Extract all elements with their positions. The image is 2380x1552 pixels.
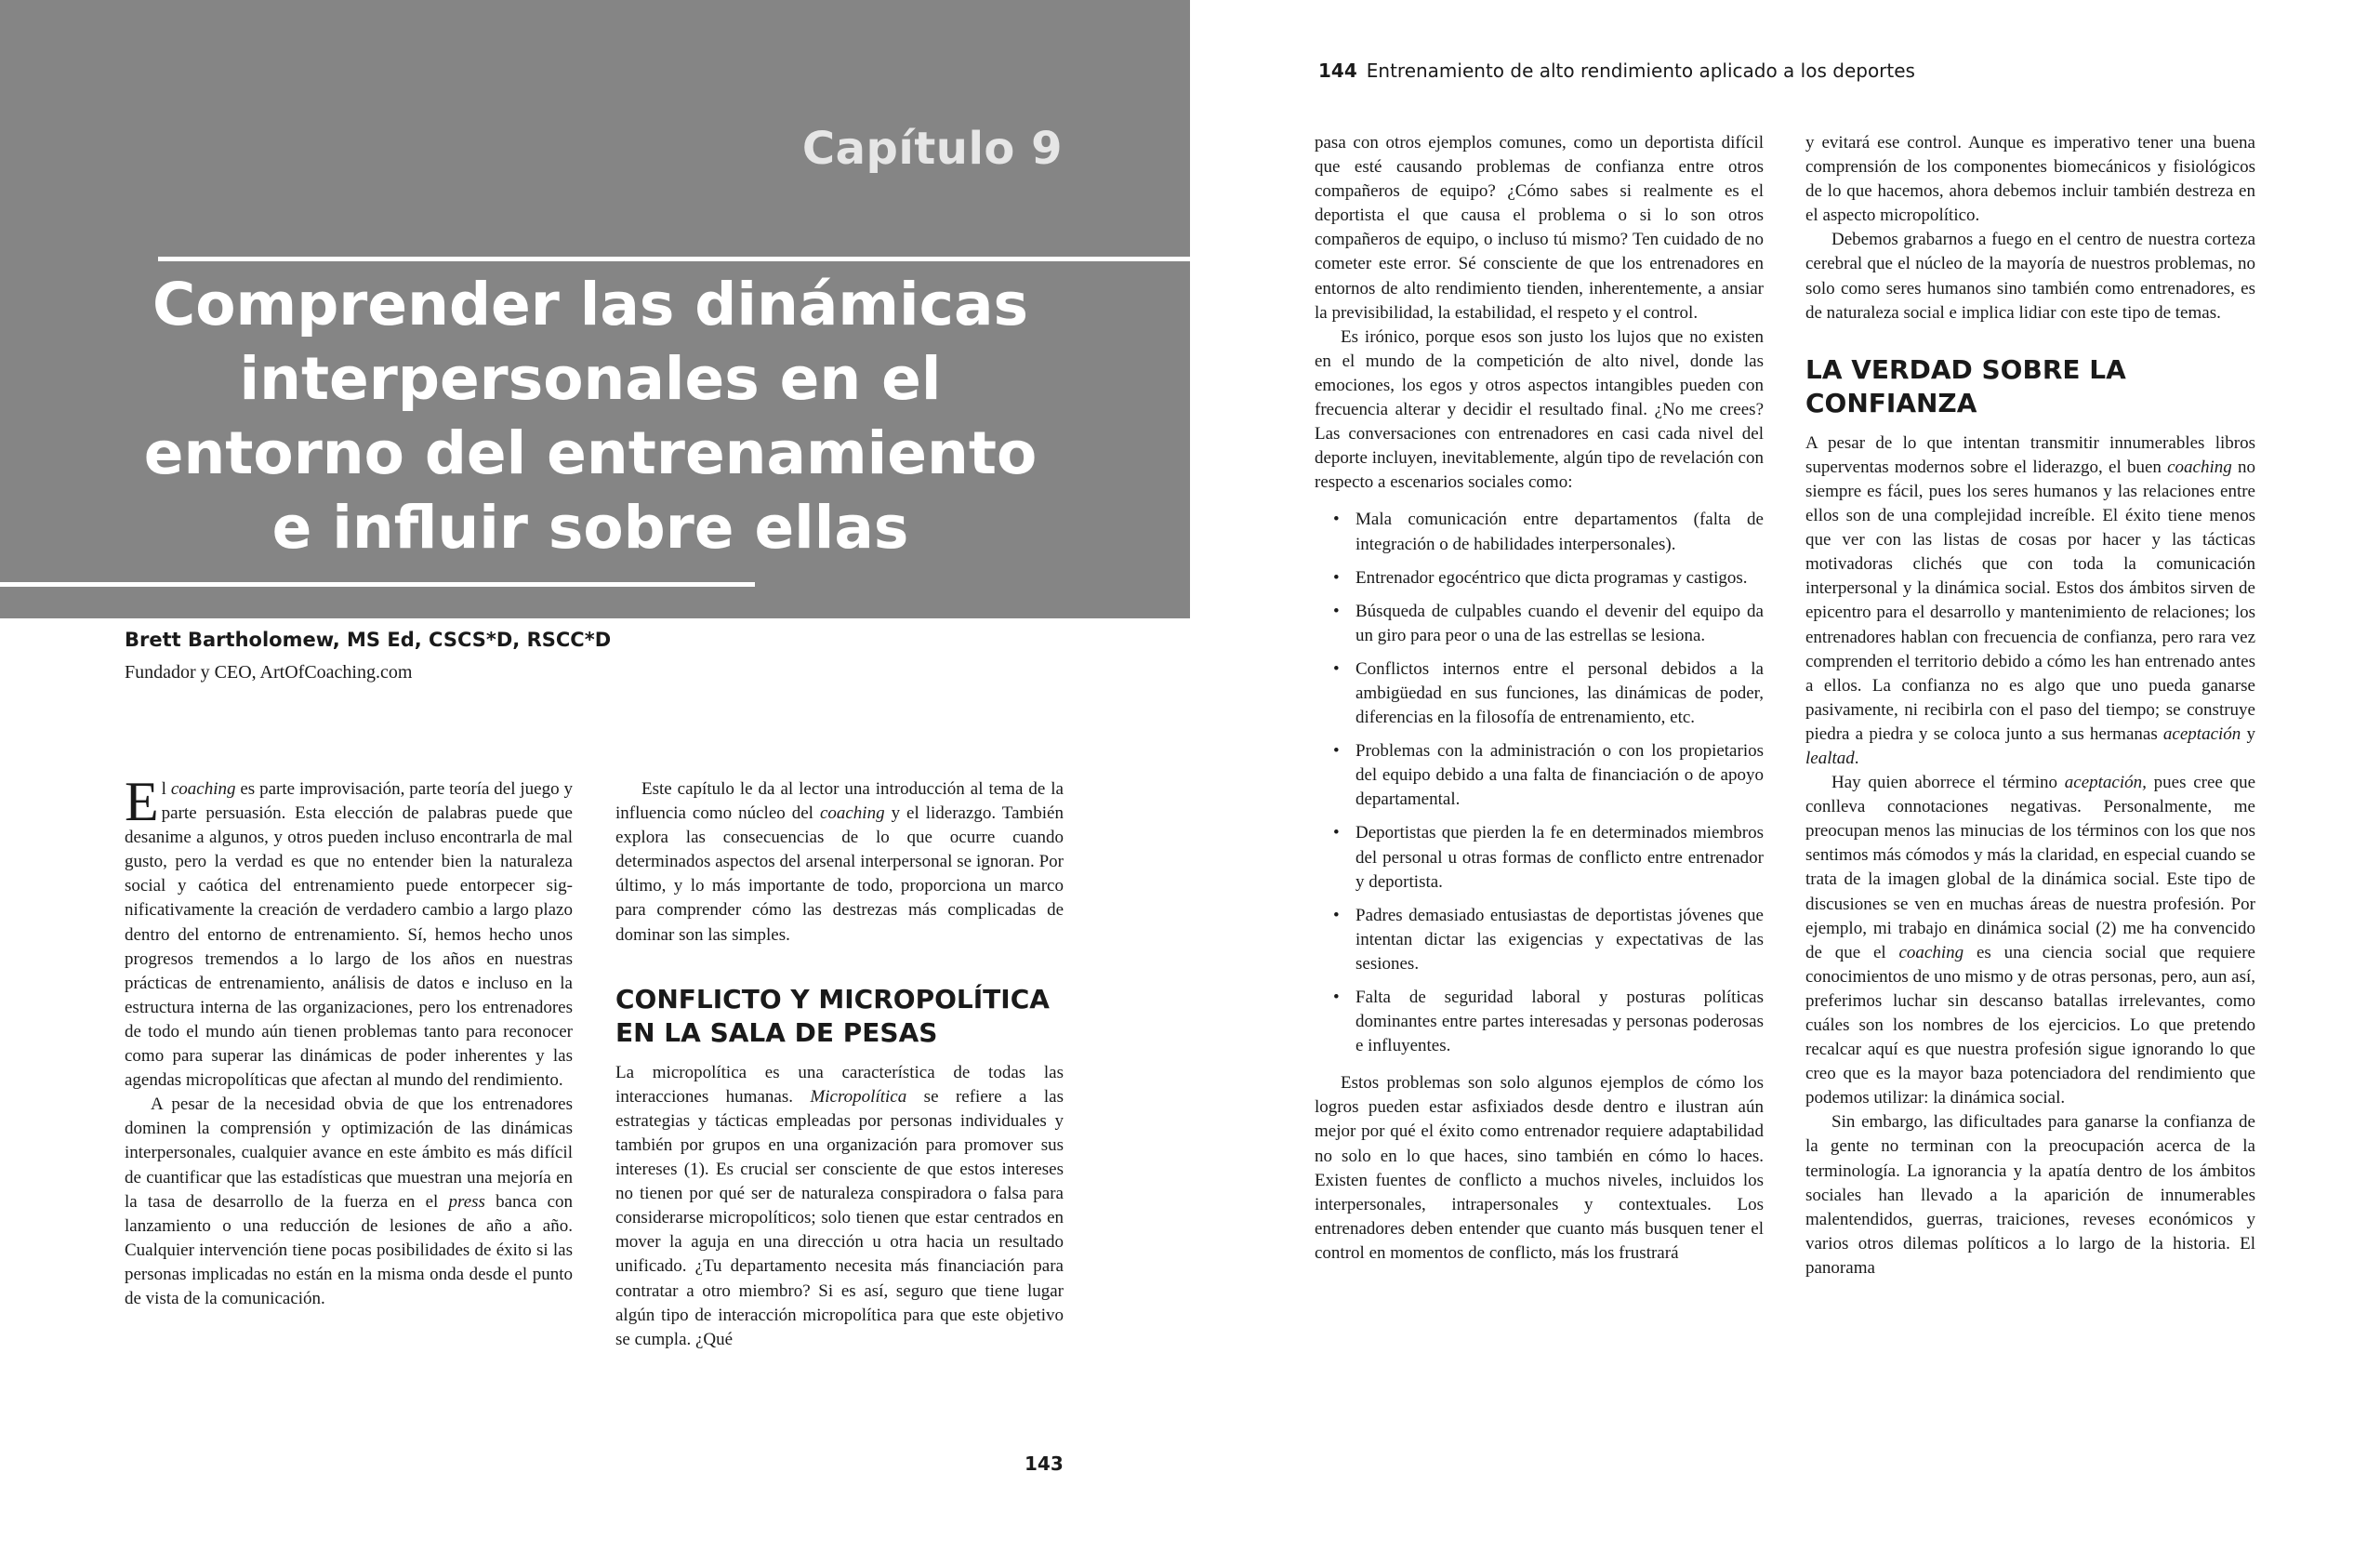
paragraph — [125, 771, 573, 1093]
list-item: • Padres demasiado entusiastas de deportistas jóvenes que intentan dictar las exigencias y expectativas de las sesiones. — [1315, 904, 1764, 976]
drop-cap: E — [125, 771, 159, 832]
emphasis: coaching — [1898, 942, 1964, 962]
chapter-title-line: Comprender las dinámicas — [152, 271, 1028, 338]
author-affiliation: Fundador y CEO, ArtOfCoaching.com — [125, 662, 413, 683]
chapter-number: Capítulo 9 — [801, 123, 1063, 175]
chapter-title-line: interpersonales en el — [239, 345, 942, 413]
running-head — [1318, 60, 1915, 82]
list-item: • Falta de seguridad laboral y posturas políticas dominantes entre partes interesadas y personas poderosas e influyentes. — [1315, 986, 1764, 1058]
paragraph — [1805, 431, 2255, 771]
text-run: pues cree que conlleva connotaciones negativas. Personalmente, me preocupan menos las minucias de los términos con los que nos sentimos más cómodos y más la claridad, en especial cuando se trata de la imagen global de la dinámica social. Este tipo de discusiones se ven en muchas áreas de nuestra profesión. Por ejemplo, mi trabajo en dinámica social (2) me ha convencido de que el — [1805, 773, 2256, 962]
paragraph — [615, 777, 1064, 948]
paragraph: Debemos grabarnos a fuego en el centro de nuestra corteza cerebral que el núcleo de la mayoría de nuestros problemas, no solo como seres humanos sino también como entrenadores, es de naturaleza social e implica lidiar con este tipo de temas. — [1805, 230, 2255, 323]
emphasis: lealtad — [1805, 748, 1855, 768]
left-column-2 — [615, 777, 1064, 1352]
chapter-banner — [0, 0, 1190, 618]
right-column-1 — [1315, 131, 1764, 1266]
text-run: A pesar de lo que intentan transmitir innumerables libros superventas modernos sobre el liderazgo, el buen — [1805, 432, 2255, 477]
emphasis: Micropolítica — [810, 1086, 907, 1107]
paragraph: Estos problemas son solo algunos ejemplos de cómo los logros pueden estar asfixiados desde dentro e ilustran aún mejor por qué el éxito como entrenador requiere adaptabilidad no solo en lo que haces, sino también en cómo lo haces. Existen fuentes de conflicto a muchos niveles, incluidos los interpersonales, intrapersonales y contextuales. Los entrenadores deben entender que cuanto más busquen tener el control en momentos de conflicto, más los frustrará — [1315, 1073, 1764, 1263]
chapter-title — [139, 268, 1041, 565]
list-item: • Conflictos internos entre el personal debidos a la ambigüedad en sus funciones, las dinámicas de poder, diferencias en la filosofía de entrenamiento, etc. — [1315, 657, 1764, 730]
chapter-title-line: entorno del entrenamiento — [143, 419, 1038, 487]
text-run: banca con lanzamiento o una reducción de lesiones de año a año. Cualquier intervención tiene pocas posibilidades de éxito si las personas implicadas no están en la misma onda desde el punto de vista de la comunicación. — [125, 1191, 574, 1308]
paragraph: y evitará ese control. Aunque es imperativo tener una buena comprensión de los componentes biomecánicos y fisiológicos de lo que hacemos, ahora debemos incluir también destreza en el aspecto micropolítico. — [1805, 133, 2255, 226]
text-run: Hay quien aborrece el término — [1831, 773, 2065, 793]
text-run: y — [2241, 723, 2255, 744]
bullet-list — [1315, 508, 1764, 1058]
paragraph — [125, 1093, 573, 1311]
list-item: • Mala comunicación entre departamentos (falta de integración o de habilidades interpersonales). — [1315, 508, 1764, 556]
chapter-title-line: e influir sobre ellas — [271, 494, 909, 562]
page-number: 143 — [1025, 1453, 1064, 1475]
paragraph: pasa con otros ejemplos comunes, como un deportista difícil que esté causando problemas de confianza entre otros compañeros de equipo? ¿Cómo sabes si realmente es el deportista el que causa el problema o si lo son otros compañeros de equipo, o incluso tú mismo? Ten cuidado de no cometer este error. Sé consciente de que los entrenadores en entornos de alto rendimiento tienden, inherentemente, a ansiar la previsibilidad, la estabilidad, el respeto y el control. — [1315, 133, 1764, 323]
text-run: es una ciencia social que requiere conocimientos de uno mismo y de otras personas, pero, aun así, preferimos luchar sin descanso batallas irrelevantes, como cuáles son los nombres de los ejercicios. Lo que pretendo recalcar aquí es que nuestra profesión sigue ignorando lo que creo que es la mayor baza potenciadora del rendimiento que podemos utilizar: la dinámica social. — [1805, 942, 2255, 1108]
emphasis: coaching — [2167, 457, 2232, 477]
section-heading-line: EN LA SALA DE PESAS — [615, 1016, 938, 1048]
left-column-1 — [125, 771, 574, 1311]
list-item: • Problemas con la administración o con los propietarios del equipo debido a una falta de financiación o de apoyo departamental. — [1315, 739, 1764, 812]
emphasis: coaching — [819, 803, 885, 824]
paragraph: Es irónico, porque esos son justo los lujos que no existen en el mundo de la competición de alto nivel, donde las emociones, los egos y otros aspectos intangibles pueden con frecuencia alterar y decidir el resultado final. ¿No me crees? Las conversaciones con entrenadores en casi cada nivel del deporte incluyen, inevitablemente, algún tipo de revelación con respecto a escenarios sociales como: — [1315, 326, 1764, 493]
text-run: se refiere a las estrategias y tácticas empleadas por personas individuales y también por grupos en una organización para promover sus intereses (1). Es crucial ser consciente de que estos intereses no tienen por qué ser de naturaleza conspiradora o falsa para considerarse micropolíticos; solo tienen que estar centrados en mover la aguja en una dirección u otra hacia un resultado unificado. ¿Tu departamento necesita más financiación para contratar a otro miembro? Si es así, seguro que tiene lugar algún tipo de interacción micropolítica para que este objetivo se cumpla. ¿Qué — [615, 1086, 1064, 1349]
text-run: Este capítulo le da al lector una introducción al tema de la influencia como núcleo del — [615, 779, 1064, 824]
banner-rule-bottom — [0, 582, 755, 587]
section-heading: LA VERDAD SOBRE LA CONFIANZA — [1805, 353, 2126, 418]
right-page — [1190, 0, 2380, 1552]
paragraph: Sin embargo, las dificultades para ganarse la confianza de la gente no terminan con la preocupación acerca de la terminología. La ignorancia y la apatía dentro de los ámbitos sociales han llevado a la aparición de innumerables malentendidos, guerras, traiciones, reveses económicos y varios otros dilemas políticos a lo largo de la historia. El panorama — [1805, 1112, 2255, 1278]
emphasis: aceptación, — [2064, 773, 2147, 793]
author-name: Brett Bartholomew, MS Ed, CSCS*D, RSCC*D — [125, 629, 612, 651]
emphasis: coaching — [170, 779, 236, 799]
paragraph — [615, 1061, 1064, 1352]
text-run: l — [161, 779, 171, 799]
emphasis: aceptación — [2162, 723, 2241, 744]
text-run: no siempre es fácil, pues los seres humanos y las relaciones entre ellos son de una complejidad increíble. El éxito tiene menos que ver con las listas de cosas por hacer y las tácticas motivadoras clichés que con toda la comunicación interpersonal y la dinámica social. Estos dos ámbitos sirven de epicentro para el desarrollo y mantenimiento de relaciones; los entrenadores hablan con frecuencia de confianza, pero rara vez comprenden el territorio debido a cómo les han entrenado antes a ellos. La confianza no es algo que uno pueda ganarse pasivamente, ni recibirla con el paso del tiempo; se construye piedra a piedra y se coloca junto a sus hermanas — [1805, 457, 2256, 744]
text-run: es parte improvisación, parte teoría del juego y parte persuasión. Esta elección de palabras puede que desanime a algunos, y otros pueden incluso encontrarla de mal gusto, pero la verdad es que no entender bien la naturaleza social y caótica del entrenamiento puede entorpecer significativamente la creación de verdadero cambio a largo plazo dentro del entorno de entrenamiento. Sí, hemos hecho unos progresos tremendos a lo largo de los años en nuestras prácticas de entrenamiento, análisis de datos e incluso en la estructura interna de las organizaciones, pero los entrenadores de todo el mundo aún tienen problemas tanto para reconocer como para superar las dinámicas de poder inherentes y las agendas micropolíticas que afectan al mundo del rendimiento. — [125, 779, 573, 1091]
text-run: A pesar de la necesidad obvia de que los entrenadores dominen la comprensión y optimización de las dinámicas interpersonales, cualquier avance en este ámbito es más difícil de cuantificar que las estadísticas que muestran una mejoría en la tasa de desarrollo de la fuerza en el — [125, 1094, 573, 1212]
emphasis: press — [448, 1191, 485, 1212]
list-item: • Búsqueda de culpables cuando el devenir del equipo da un giro para peor o una de las estrellas se lesiona. — [1315, 600, 1764, 648]
list-item: • Deportistas que pierden la fe en determinados miembros del personal u otras formas de conflicto entre entrenador y deportista. — [1315, 821, 1764, 894]
paragraph — [1805, 771, 2255, 1110]
text-run: y el liderazgo. También explora las consecuencias de lo que ocurre cuando determinados aspectos del arsenal interpersonal se ignoran. Por último, y lo más importante de todo, proporciona un marco para comprender cómo las destrezas más complicadas de dominar son las simples. — [615, 803, 1064, 945]
text-run: . — [1854, 748, 1859, 768]
section-heading — [615, 983, 1064, 1050]
right-column-2 — [1805, 131, 2255, 1280]
banner-rule-top — [158, 257, 1190, 261]
page-number: 144 — [1318, 60, 1357, 82]
list-item: • Entrenador egocéntrico que dicta programas y castigos. — [1315, 566, 1764, 590]
running-head-title: Entrenamiento de alto rendimiento aplicado a los deportes — [1366, 60, 1915, 82]
section-heading-line: CONFLICTO Y MICROPOLÍTICA — [615, 983, 1050, 1015]
text-run: La micropolítica es una característica de todas las interacciones humanas. — [615, 1062, 1064, 1107]
